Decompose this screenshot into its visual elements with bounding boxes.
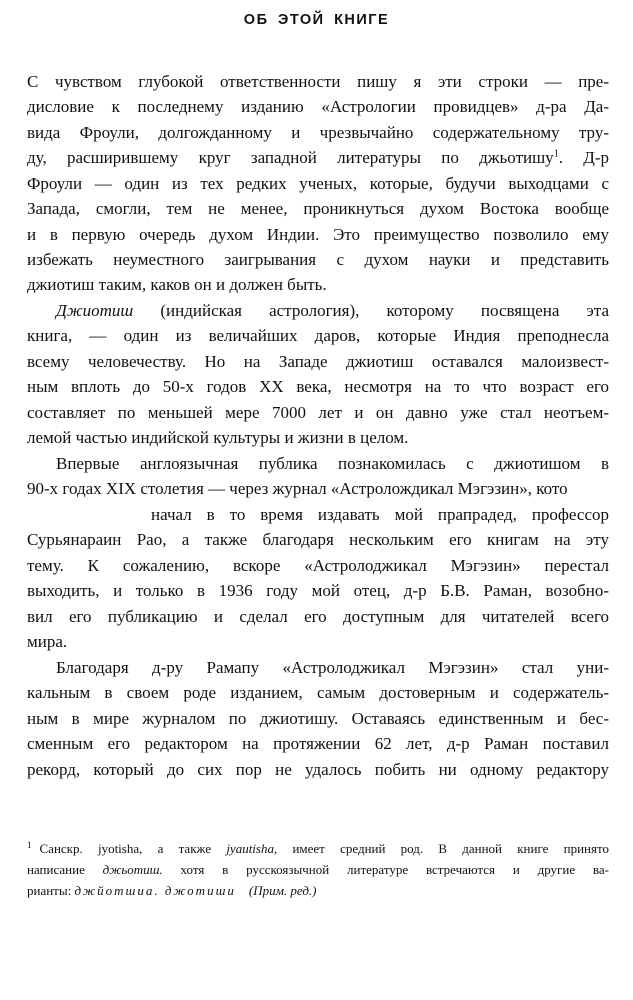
text-line: всему человечеству. Но на Западе джиотиш оставался малоизвест- [27, 352, 609, 371]
text-line: ным в мире журналом по джиотишу. Оставаясь единственным и бес- [27, 709, 609, 728]
text-italic: jyautisha, [226, 841, 278, 856]
footnote-line [27, 838, 609, 859]
text-line: составляет по меньшей мере 7000 лет и он давно уже стал неотъем- [27, 403, 609, 422]
text-line: кальным в своем роде изданием, самым достоверным и содержатель- [27, 683, 609, 702]
text-line: ным вплоть до 50-х годов XX века, несмотря на то что возраст его [27, 377, 609, 396]
text-line: тему. К сожалению, вскоре «Астролоджикал Мэгэзин» перестал [27, 556, 609, 575]
term-italic: Джиотиш [56, 301, 134, 320]
text-span: . Д-р [558, 148, 609, 167]
text-line: вил его публикацию и сделал его доступным для читателей всего [27, 607, 609, 626]
text-line: Запада, смогли, тем не менее, проникнуться духом Востока вообще [27, 199, 609, 218]
text-line: книга, — один из величайших даров, которые Индия преподнесла [27, 326, 609, 345]
text-line: дисловие к последнему изданию «Астрологии провидцев» д-ра Да- [27, 97, 609, 116]
text-span: ду, расширившему круг западной литературы по джьотишу [27, 148, 554, 167]
text-line: вида Фроули, долгожданному и чрезвычайно содержательному тру- [27, 123, 609, 142]
footnote-line [27, 880, 609, 901]
footnote-line [27, 859, 609, 880]
text-line: выходить, и только в 1936 году мой отец, д-р Б.В. Раман, возобно- [27, 581, 609, 600]
text-italic: (Прим. ред.) [248, 883, 317, 898]
text-line: избежать неуместного заигрывания с духом науки и представить [27, 250, 609, 269]
text-line: сменным его редактором на протяжении 62 лет, д-р Раман поставил [27, 734, 609, 753]
text-span: Санскр. jyotisha, а также [39, 841, 227, 856]
text-line: Фроули — один из тех редких ученых, которые, будучи выходцами с [27, 174, 609, 193]
text-line: джиотиш таким, каков он и должен быть. [27, 275, 327, 294]
text-line: Сурьянараин Рао, а также благодаря нескольким его книгам на эту [27, 530, 609, 549]
text-span: написание [27, 862, 103, 877]
text-span: имеет средний род. В данной книге принято [277, 841, 609, 856]
text-span: хотя в русскоязычной литературе встречаются и другие ва- [162, 862, 609, 877]
text-line: начал в то время издавать мой прапрадед, профессор [151, 505, 609, 524]
text-line: рекорд, который до сих пор не удалось побить ни одному редактору [27, 760, 609, 779]
text-span: (индийская астрология), которому посвящена эта [133, 301, 609, 320]
text-line: 90-х годах XIX столетия — через журнал «Астролождикал Мэгэзин», кото [27, 479, 568, 498]
text-span: рианты: [27, 883, 75, 898]
text-line: мира. [27, 632, 68, 651]
text-line: Впервые англоязычная публика познакомилась с джиотишом в [56, 454, 609, 473]
text-span [236, 883, 249, 898]
page-header: ОБ ЭТОЙ КНИГЕ [243, 12, 390, 28]
text-italic: джйотшиа. джотиши [74, 883, 236, 898]
text-italic: джьотиш. [102, 862, 163, 877]
text-line [27, 146, 609, 170]
text-line: и в первую очередь духом Индии. Это преимущество позволило ему [27, 225, 609, 244]
text-line: С чувством глубокой ответственности пишу я эти строки — пре- [27, 72, 609, 91]
text-line: лемой частью индийской культуры и жизни в целом. [27, 428, 409, 447]
footnote-reference[interactable]: 1 [553, 148, 559, 160]
text-line: Благодаря д-ру Рамапу «Астролоджикал Мэгэзин» стал уни- [56, 658, 609, 677]
text-line [56, 299, 609, 323]
footnote-number: 1 [27, 839, 32, 850]
